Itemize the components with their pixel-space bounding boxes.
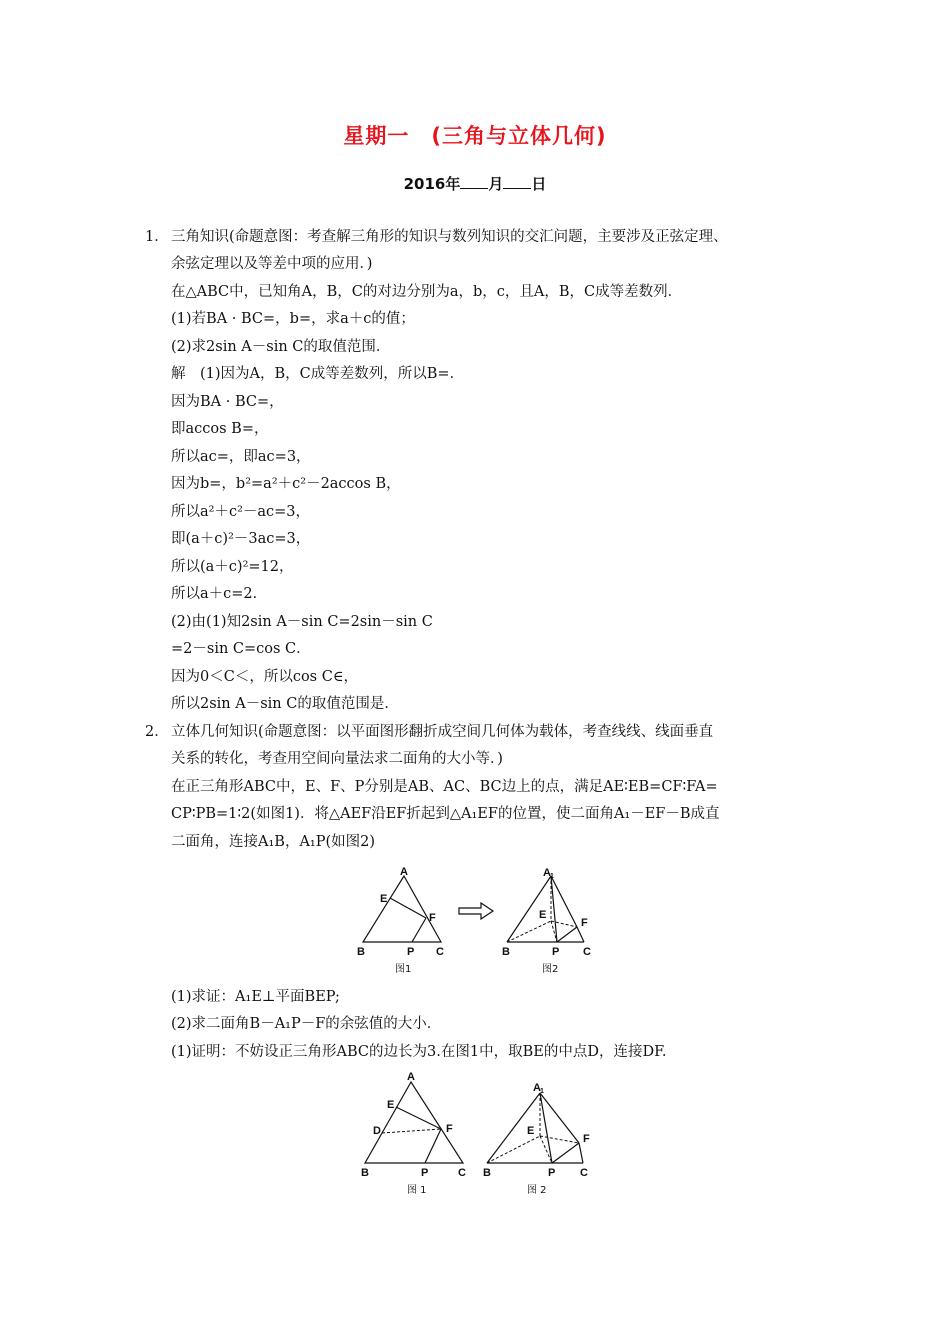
problem1-line: (1)若BA · BC=，b=，求a＋c的值；: [171, 311, 415, 327]
problem1-number: 1．: [145, 229, 169, 245]
problem2-number: 2．: [145, 724, 169, 740]
day-blank: [503, 174, 531, 189]
label-C: C: [436, 946, 444, 958]
problem1-line: 即(a＋c)²－3ac=3，: [171, 531, 311, 547]
problem1-line: 三角知识(命题意图：考查解三角形的知识与数列知识的交汇问题，主要涉及正弦定理、: [171, 229, 728, 245]
problem2-line: CP∶PB=1∶2(如图1)．将△AEF沿EF折起到△A₁EF的位置，使二面角A₁－EF－B成直: [171, 806, 720, 822]
problem1-line: (2)由(1)知2sin A－sin C=2sin－sin C: [171, 614, 433, 630]
label-E: E: [539, 909, 547, 921]
problem2-question: (1)求证：A₁E⊥平面BEP;: [171, 989, 340, 1005]
problem1-line: 所以(a＋c)²=12，: [171, 559, 294, 575]
label-F: F: [581, 917, 588, 929]
label-A: A: [407, 1071, 415, 1083]
problem1-line: 因为0＜C＜，所以cos C∈，: [171, 669, 359, 685]
arrow-icon: [459, 903, 493, 919]
label-A1-sub: 1: [550, 873, 554, 880]
caption-fig2: 图2: [542, 964, 559, 975]
problem1-line: 所以2sin A－sin C的取值范围是．: [171, 696, 399, 712]
date-day: 日: [531, 175, 547, 193]
problem1-line: 在△ABC中，已知角A，B，C的对边分别为a，b，c，且A，B，C成等差数列．: [171, 284, 683, 300]
label-E: E: [387, 1099, 395, 1111]
problem1-line: 所以a＋c=2．: [171, 586, 268, 602]
problem1-line: 因为b=，b²=a²＋c²－2accos B，: [171, 476, 401, 492]
label-C: C: [458, 1167, 466, 1179]
label-D: D: [373, 1125, 381, 1137]
problem1-line: 所以a²＋c²－ac=3，: [171, 504, 311, 520]
problem1-line: 即accos B=，: [171, 421, 269, 437]
label-B: B: [361, 1167, 369, 1179]
label-B: B: [502, 946, 510, 958]
caption-fig1: 图1: [395, 964, 412, 975]
problem2-question: (2)求二面角B－A₁P－F的余弦值的大小．: [171, 1016, 442, 1032]
figure-pair-top: [355, 866, 605, 982]
label-P: P: [552, 946, 560, 958]
label-P: P: [421, 1167, 429, 1179]
month-blank: [460, 174, 488, 189]
figure-pair-top-svg: [355, 866, 605, 978]
label-B: B: [483, 1167, 491, 1179]
figure-pair-bottom-svg: [355, 1068, 605, 1198]
problem1-line: 解 (1)因为A，B，C成等差数列，所以B=．: [171, 366, 465, 382]
label-C: C: [580, 1167, 588, 1179]
problem2-line: 关系的转化，考查用空间向量法求二面角的大小等．): [171, 751, 503, 767]
label-F: F: [429, 912, 436, 924]
date-year: 2016年: [403, 175, 461, 193]
label-F: F: [446, 1123, 453, 1135]
label-P: P: [407, 946, 415, 958]
page-title: 星期一 (三角与立体几何): [343, 124, 607, 148]
problem1-line: 余弦定理以及等差中项的应用．): [171, 256, 373, 272]
label-A: A: [400, 866, 408, 878]
label-A1: A: [543, 867, 551, 879]
date-month: 月: [488, 175, 504, 193]
label-E: E: [527, 1125, 535, 1137]
label-A1: A: [533, 1082, 541, 1094]
problem1-line: (2)求2sin A－sin C的取值范围．: [171, 339, 391, 355]
caption-fig2: 图 2: [527, 1185, 547, 1196]
problem2-question: (1)证明：不妨设正三角形ABC的边长为3.在图1中，取BE的中点D，连接DF.: [171, 1044, 667, 1060]
date-line: [0, 173, 950, 194]
problem1-line: =2－sin C=cos C．: [171, 641, 311, 657]
figure-pair-bottom: [355, 1068, 605, 1202]
problem2-line: 二面角，连接A₁B，A₁P(如图2): [171, 834, 376, 850]
line-DF: [382, 1129, 441, 1133]
label-C: C: [583, 946, 591, 958]
label-A1-sub: 1: [540, 1088, 544, 1095]
label-E: E: [380, 893, 388, 905]
label-F: F: [583, 1133, 590, 1145]
problem1-line: 所以ac=，即ac=3，: [171, 449, 311, 465]
label-P: P: [548, 1167, 556, 1179]
label-B: B: [357, 946, 365, 958]
problem2-line: 在正三角形ABC中，E、F、P分别是AB、AC、BC边上的点，满足AE∶EB=CF∶FA=: [171, 779, 718, 795]
problem2-line: 立体几何知识(命题意图：以平面图形翻折成空间几何体为载体，考查线线、线面垂直: [171, 724, 714, 740]
caption-fig1: 图 1: [407, 1185, 427, 1196]
problem1-line: 因为BA · BC=，: [171, 394, 284, 410]
